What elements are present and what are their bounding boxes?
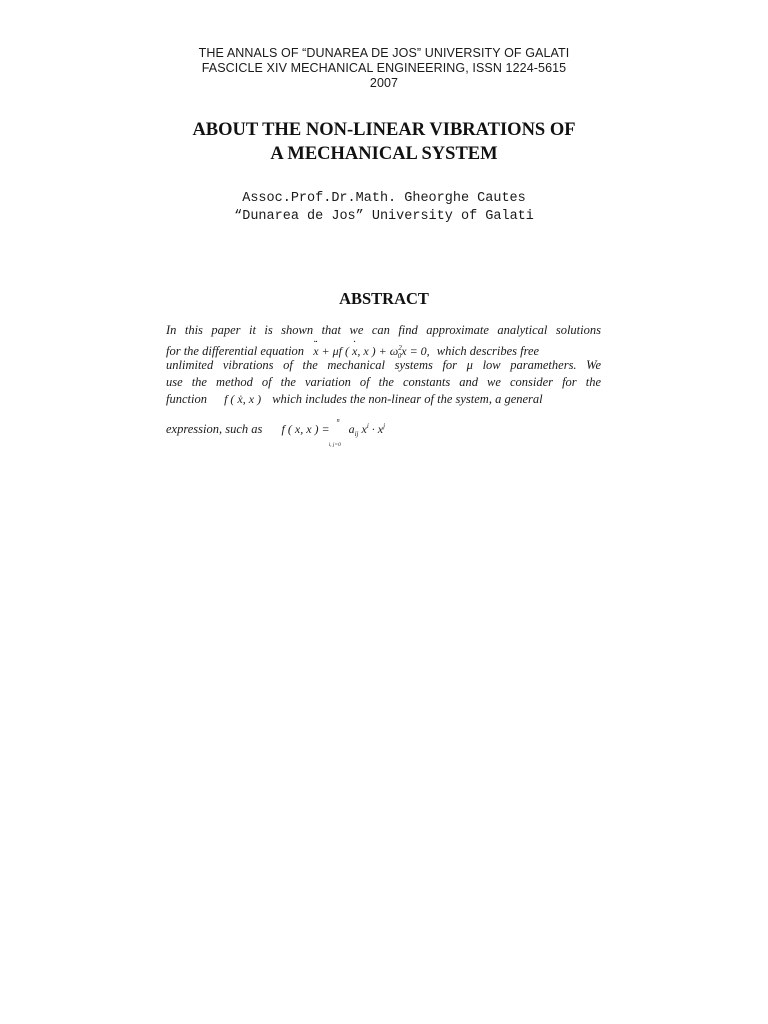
gen-eq-lhs: f ( x, x ) = (281, 422, 330, 436)
eq-x: x (363, 344, 369, 358)
function-expression: f ( ẋ, x ) (224, 392, 262, 406)
eq-plus: + (318, 344, 333, 358)
abstract-line-6 (166, 418, 601, 449)
abstract-line-5-start: function (166, 392, 207, 406)
eq-x-double-dot: ·· x (313, 343, 318, 360)
abstract-line-6-start: expression, such as (166, 422, 263, 436)
eq-x-dot: · x (352, 343, 357, 360)
abstract-line-2-start: for the differential equation (166, 344, 305, 358)
abstract-line-5-end: which includes the non-linear of the system, a general (272, 392, 543, 406)
author-name: Assoc.Prof.Dr.Math. Gheorghe Cautes (242, 191, 526, 206)
eq-omega: ω (389, 344, 399, 358)
gen-eq-a-sub: ij (354, 430, 359, 438)
gen-eq-x2-sup: j (383, 422, 386, 430)
abstract-line-4: use the method of the variation of the constants and we consider for the (166, 375, 601, 389)
eq-omega-sup: 2 (398, 344, 402, 352)
author-affiliation: “Dunarea de Jos” University of Galati (234, 209, 534, 224)
eq-close-paren: ) + (368, 344, 390, 358)
eq-comma: , (357, 344, 364, 358)
eq-omega-sub: 0 (397, 352, 402, 360)
gen-eq-x2: x (377, 422, 384, 436)
abstract-line-2-end: which describes free (436, 344, 540, 358)
journal-header-line-1: THE ANNALS OF “DUNAREA DE JOS” UNIVERSITY OF GALATI (198, 46, 570, 60)
eq-f: f (338, 344, 342, 358)
eq-open-paren: ( (342, 344, 352, 358)
summation-sign (328, 418, 349, 449)
eq-x-end: x (401, 344, 407, 358)
abstract-line-1: In this paper it is shown that we can find approximate analytical solutions (166, 323, 601, 337)
sum-lower-limit: i, j=0 (328, 442, 341, 449)
abstract-heading: ABSTRACT (339, 289, 429, 308)
paper-title-line-2: A MECHANICAL SYSTEM (270, 144, 498, 164)
abstract-line-5 (166, 391, 601, 408)
eq-mu: μ (332, 344, 339, 358)
gen-eq-a: a (348, 422, 355, 436)
sum-upper-limit: n (336, 418, 340, 425)
journal-header-line-2: FASCICLE XIV MECHANICAL ENGINEERING, ISSN 1224-5615 (201, 61, 567, 75)
paper-title-line-1: ABOUT THE NON-LINEAR VIBRATIONS OF (192, 120, 576, 140)
gen-eq-dot: · (368, 422, 378, 436)
gen-eq-x1: x (358, 422, 367, 436)
gen-eq-x1-sup: i (366, 422, 369, 430)
abstract-line-3: unlimited vibrations of the mechanical systems for μ low paramethers. We (166, 358, 601, 372)
general-expression (281, 418, 386, 449)
journal-header-year: 2007 (369, 76, 399, 90)
eq-equals-zero: = 0, (406, 344, 430, 358)
